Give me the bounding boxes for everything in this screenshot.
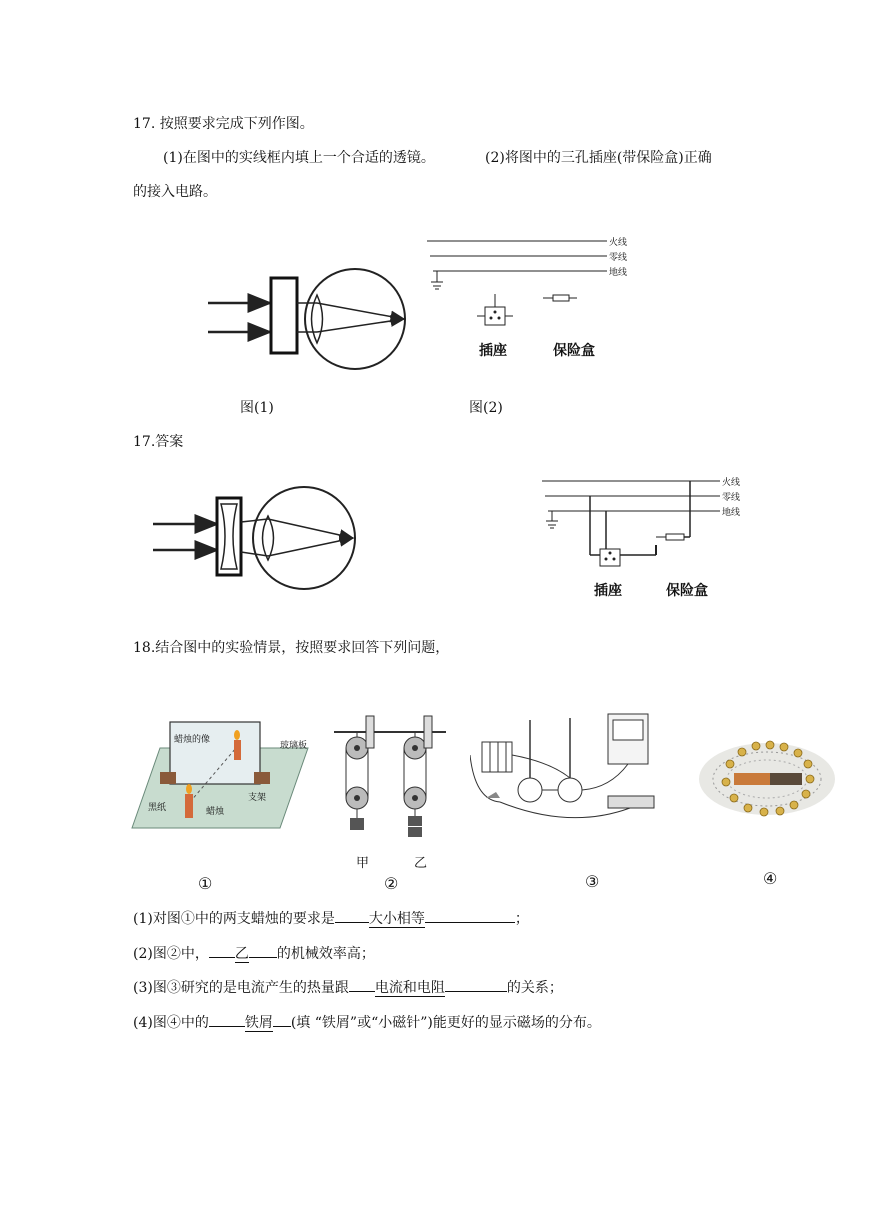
- iron-filings-figure: [698, 738, 836, 820]
- q18-answer-4: [133, 1012, 601, 1032]
- q18-answer-1: [133, 908, 529, 928]
- fuse-label: 保险盒: [553, 343, 595, 359]
- a1-prefix: (1)对图①中的两支蜡烛的要求是: [133, 911, 335, 927]
- q17-part2-cont: 的接入电路。: [133, 184, 217, 200]
- q17-part2: (2)将图中的三孔插座(带保险盒)正确: [485, 150, 712, 166]
- a4-blank-right: [273, 1026, 291, 1027]
- q17-part1: (1)在图中的实线框内填上一个合适的透镜。: [163, 150, 435, 166]
- eye-diagram-answer: [145, 484, 360, 594]
- a4-answer: 铁屑: [244, 1015, 273, 1031]
- a1-blank-left: [335, 922, 369, 923]
- fig3-number: ③: [585, 872, 600, 891]
- glass-plate-label: 玻璃板: [280, 741, 308, 751]
- a3-blank-left: [349, 991, 375, 992]
- black-paper-label: 黑纸: [148, 803, 167, 813]
- circuit-diagram-question: [425, 232, 645, 362]
- a2-suffix: 的机械效率高；: [276, 946, 375, 962]
- live-wire-label: 火线: [609, 238, 628, 248]
- fig2-number: ②: [384, 874, 399, 893]
- pulley-jia-label: 甲: [356, 856, 370, 871]
- a3-blank-right: [445, 991, 507, 992]
- q18-answer-3: [133, 977, 563, 997]
- neutral-wire-label: 零线: [609, 253, 628, 263]
- a4-blank-left: [209, 1026, 245, 1027]
- fig1-number: ①: [198, 874, 213, 893]
- candle-label: 蜡烛: [206, 807, 225, 817]
- ground-wire-label: 地线: [609, 268, 628, 278]
- a3-answer: 电流和电阻: [374, 980, 445, 996]
- stand-label: 支架: [248, 793, 267, 803]
- neutral-wire-label-answer: 零线: [722, 493, 741, 503]
- a1-suffix: ；: [514, 911, 529, 927]
- a4-prefix: (4)图④中的: [133, 1015, 209, 1031]
- q18-answer-2: [133, 943, 375, 963]
- ground-wire-label-answer: 地线: [722, 508, 741, 518]
- a1-answer: 大小相等: [368, 911, 425, 927]
- q18-title: 18.结合图中的实验情景，按照要求回答下列问题，: [133, 640, 450, 656]
- socket-label-answer: 插座: [594, 583, 622, 599]
- a4-suffix: (填 “铁屑”或“小磁针”)能更好的显示磁场的分布。: [290, 1015, 601, 1031]
- fig1-caption: 图(1): [240, 400, 274, 416]
- a2-blank-right: [249, 957, 277, 958]
- mirror-candle-figure: [130, 720, 310, 835]
- a2-prefix: (2)图②中，: [133, 946, 209, 962]
- q17-title: 17. 按照要求完成下列作图。: [133, 116, 314, 132]
- q17-answer-label: 17.答案: [133, 434, 184, 450]
- fuse-label-answer: 保险盒: [666, 583, 708, 599]
- a2-answer: 乙: [234, 946, 249, 962]
- live-wire-label-answer: 火线: [722, 478, 741, 488]
- socket-label: 插座: [479, 343, 507, 359]
- candle-image-label: 蜡烛的像: [174, 735, 211, 745]
- joule-heating-figure: [470, 710, 660, 830]
- a3-prefix: (3)图③研究的是电流产生的热量跟: [133, 980, 349, 996]
- fig4-number: ④: [763, 869, 778, 888]
- a2-blank-left: [209, 957, 235, 958]
- eye-diagram-question: [200, 262, 410, 372]
- pulley-yi-label: 乙: [414, 856, 428, 871]
- pulley-figure: [330, 710, 450, 870]
- fig2-caption: 图(2): [469, 400, 503, 416]
- a1-blank-right: [425, 922, 515, 923]
- a3-suffix: 的关系；: [506, 980, 563, 996]
- circuit-diagram-answer: [540, 473, 760, 603]
